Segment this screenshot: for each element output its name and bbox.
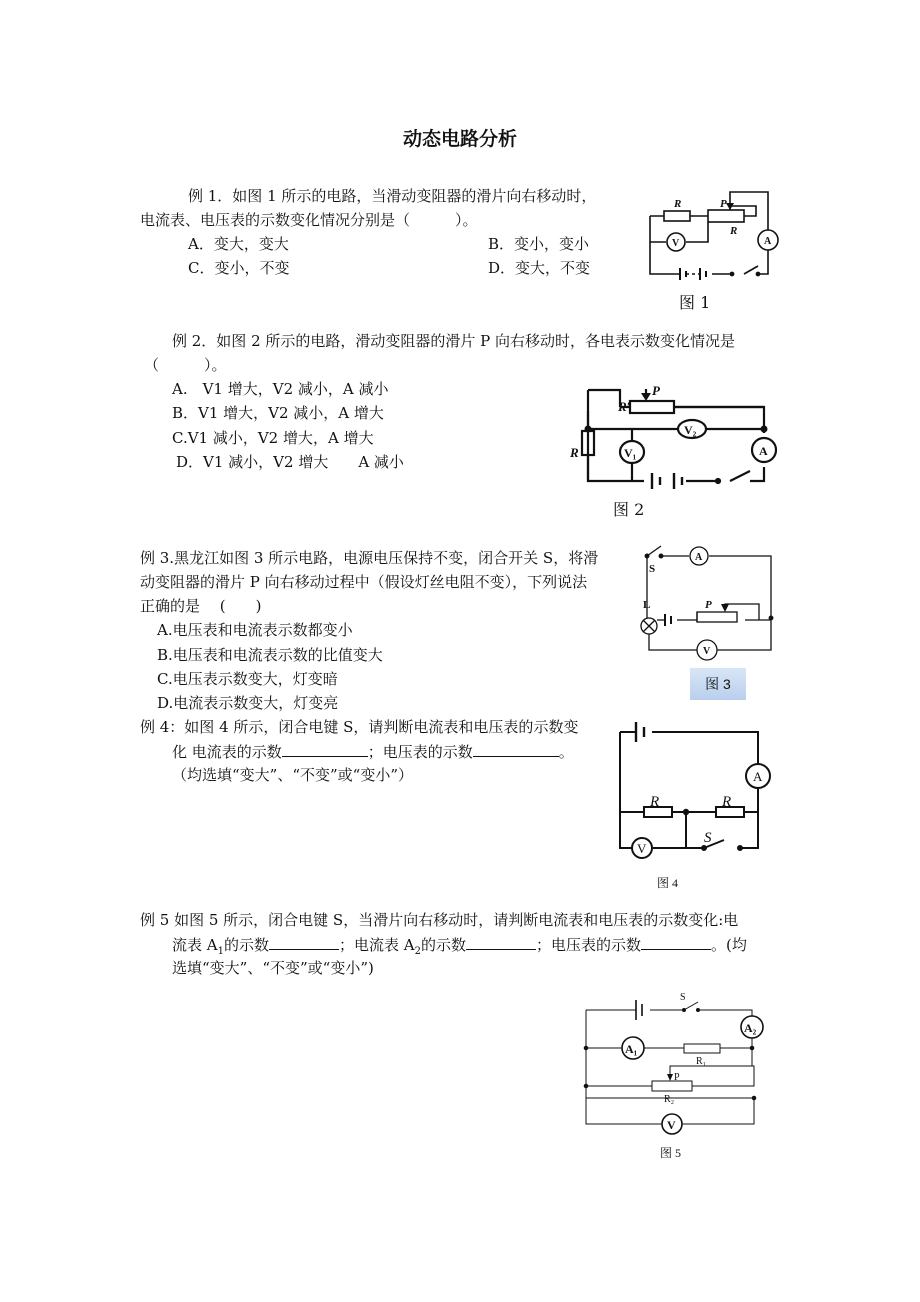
ex5-part-a1: 流表 A [172, 936, 218, 954]
fig5-label-a1: A₁ [625, 1042, 638, 1056]
ex1-stem-line2: 电流表、电压表的示数变化情况分别是（ ）。 [140, 211, 478, 229]
fig5-label-a2: A₂ [744, 1021, 757, 1035]
ex2-stem-line2: （ ）。 [144, 356, 227, 374]
ex2-option-a[interactable]: A. V1 增大，V2 减小，A 减小 [172, 380, 389, 398]
figure-2-circuit [570, 385, 790, 500]
fig3-label-p: P [705, 599, 712, 611]
fig3-label-a: A [695, 552, 703, 563]
fig3-label-s: S [649, 563, 656, 575]
figure-5-caption: 图 5 [660, 1146, 682, 1160]
ex3-option-b[interactable]: B.电压表和电流表示数的比值变大 [157, 646, 383, 664]
ex4-stem-line3: （均选填“变大”、“不变”或“变小”） [172, 766, 414, 784]
ex1-stem-line1: 例 1．如图 1 所示的电路，当滑动变阻器的滑片向右移动时， [188, 187, 597, 205]
ex5-a2-answer-blank[interactable] [466, 934, 536, 950]
ex2-stem-line1: 例 2．如图 2 所示的电路，滑动变阻器的滑片 P 向右移动时，各电表示数变化情况是 [172, 332, 736, 350]
figure-4-caption: 图 4 [657, 876, 679, 890]
fig1-label-r2: R [730, 225, 738, 237]
ex1-option-c[interactable]: C．变小，不变 [188, 259, 290, 277]
ex4-stem-part2: ；电压表的示数 [367, 743, 473, 761]
fig5-label-s: S [680, 992, 686, 1003]
figure-3-caption: 图 3 [690, 668, 746, 700]
fig1-rheostat [708, 210, 744, 222]
fig5-label-p: P [674, 1072, 680, 1083]
ex3-option-d[interactable]: D.电流表示数变大，灯变亮 [157, 694, 339, 712]
ex1-option-d[interactable]: D．变大，不变 [488, 259, 591, 277]
ex4-stem-part3: 。 [558, 743, 574, 761]
fig1-label-p: P [720, 198, 727, 210]
fig1-label-v: V [672, 238, 680, 249]
ex5-part-a1-reading: 的示数 [223, 936, 269, 954]
ex5-a1-answer-blank[interactable] [269, 934, 339, 950]
fig2-label-r: R [570, 445, 579, 460]
figure-2-caption: 图 2 [613, 500, 645, 519]
fig2-label-rprime: R′ [618, 399, 631, 414]
ex4-voltmeter-answer-blank[interactable] [473, 741, 559, 757]
ex5-part-a2: ；电流表 A [339, 936, 415, 954]
ex2-option-c[interactable]: C.V1 减小，V2 增大，A 增大 [172, 429, 374, 447]
fig4-label-r2: R [722, 794, 732, 810]
ex5-stem-line1: 例 5 如图 5 所示，闭合电键 S，当滑片向右移动时，请判断电流表和电压表的示数变化:电 [140, 911, 739, 929]
ex1-option-b[interactable]: B．变小，变小 [488, 235, 590, 253]
ex1-option-a[interactable]: A．变大，变大 [188, 235, 289, 253]
ex5-part-a2-reading: 的示数 [420, 936, 466, 954]
ex3-stem-line2: 动变阻器的滑片 P 向右移动过程中（假设灯丝电阻不变），下列说法 [140, 573, 588, 591]
ex5-part-v: ；电压表的示数 [536, 936, 642, 954]
ex4-ammeter-answer-blank[interactable] [282, 741, 368, 757]
ex2-option-b[interactable]: B．V1 增大，V2 减小，A 增大 [172, 404, 384, 422]
fig4-label-v: V [637, 841, 647, 856]
figure-1-circuit [640, 188, 780, 288]
ex2-option-d[interactable]: D．V1 减小，V2 增大 A 减小 [176, 453, 404, 471]
fig2-label-v2: V₂ [684, 423, 697, 437]
fig2-label-p: P [652, 383, 660, 398]
ex5-part-end: 。(均 [711, 936, 747, 954]
figure-1-caption: 图 1 [679, 293, 711, 312]
fig1-label-a: A [764, 236, 772, 247]
fig4-label-a: A [753, 769, 763, 784]
fig1-label-r: R [674, 198, 682, 210]
fig3-rheostat [697, 612, 737, 622]
ex4-stem-part1: 化 电流表的示数 [172, 743, 282, 761]
fig4-label-s: S [704, 830, 712, 846]
fig2-label-v1: V₁ [624, 446, 637, 460]
fig4-label-r1: R [650, 794, 660, 810]
ex5-sub-2: 2 [414, 946, 421, 957]
fig5-resistor-r1 [684, 1044, 720, 1053]
fig2-rheostat [630, 401, 674, 413]
figure-4-circuit [614, 716, 784, 866]
ex3-stem-line3: 正确的是 ( ) [140, 597, 262, 615]
ex4-stem-line2 [172, 741, 574, 762]
fig5-rheostat-r2 [652, 1081, 692, 1091]
ex3-option-a[interactable]: A.电压表和电流表示数都变小 [157, 621, 353, 639]
ex3-option-c[interactable]: C.电压表示数变大，灯变暗 [157, 670, 338, 688]
fig3-label-l: L [643, 599, 651, 611]
fig5-label-v: V [667, 1118, 676, 1132]
page-title: 动态电路分析 [402, 128, 517, 150]
fig3-label-v: V [703, 646, 711, 657]
fig2-label-a: A [759, 444, 768, 458]
fig1-resistor-r [664, 211, 690, 221]
fig5-label-r1: R₁ [696, 1056, 707, 1067]
ex4-stem-line1: 例 4：如图 4 所示，闭合电键 S，请判断电流表和电压表的示数变 [140, 718, 579, 736]
ex5-stem-line3: 选填“变大”、“不变”或“变小”) [172, 959, 374, 977]
figure-3-circuit [625, 536, 785, 666]
ex5-sub-1: 1 [217, 946, 224, 957]
ex5-v-answer-blank[interactable] [641, 934, 711, 950]
ex3-stem-line1: 例 3.黑龙江如图 3 所示电路，电源电压保持不变，闭合开关 S，将滑 [140, 549, 599, 567]
figure-5-circuit [580, 990, 770, 1140]
fig5-label-r2: R₂ [664, 1094, 675, 1105]
